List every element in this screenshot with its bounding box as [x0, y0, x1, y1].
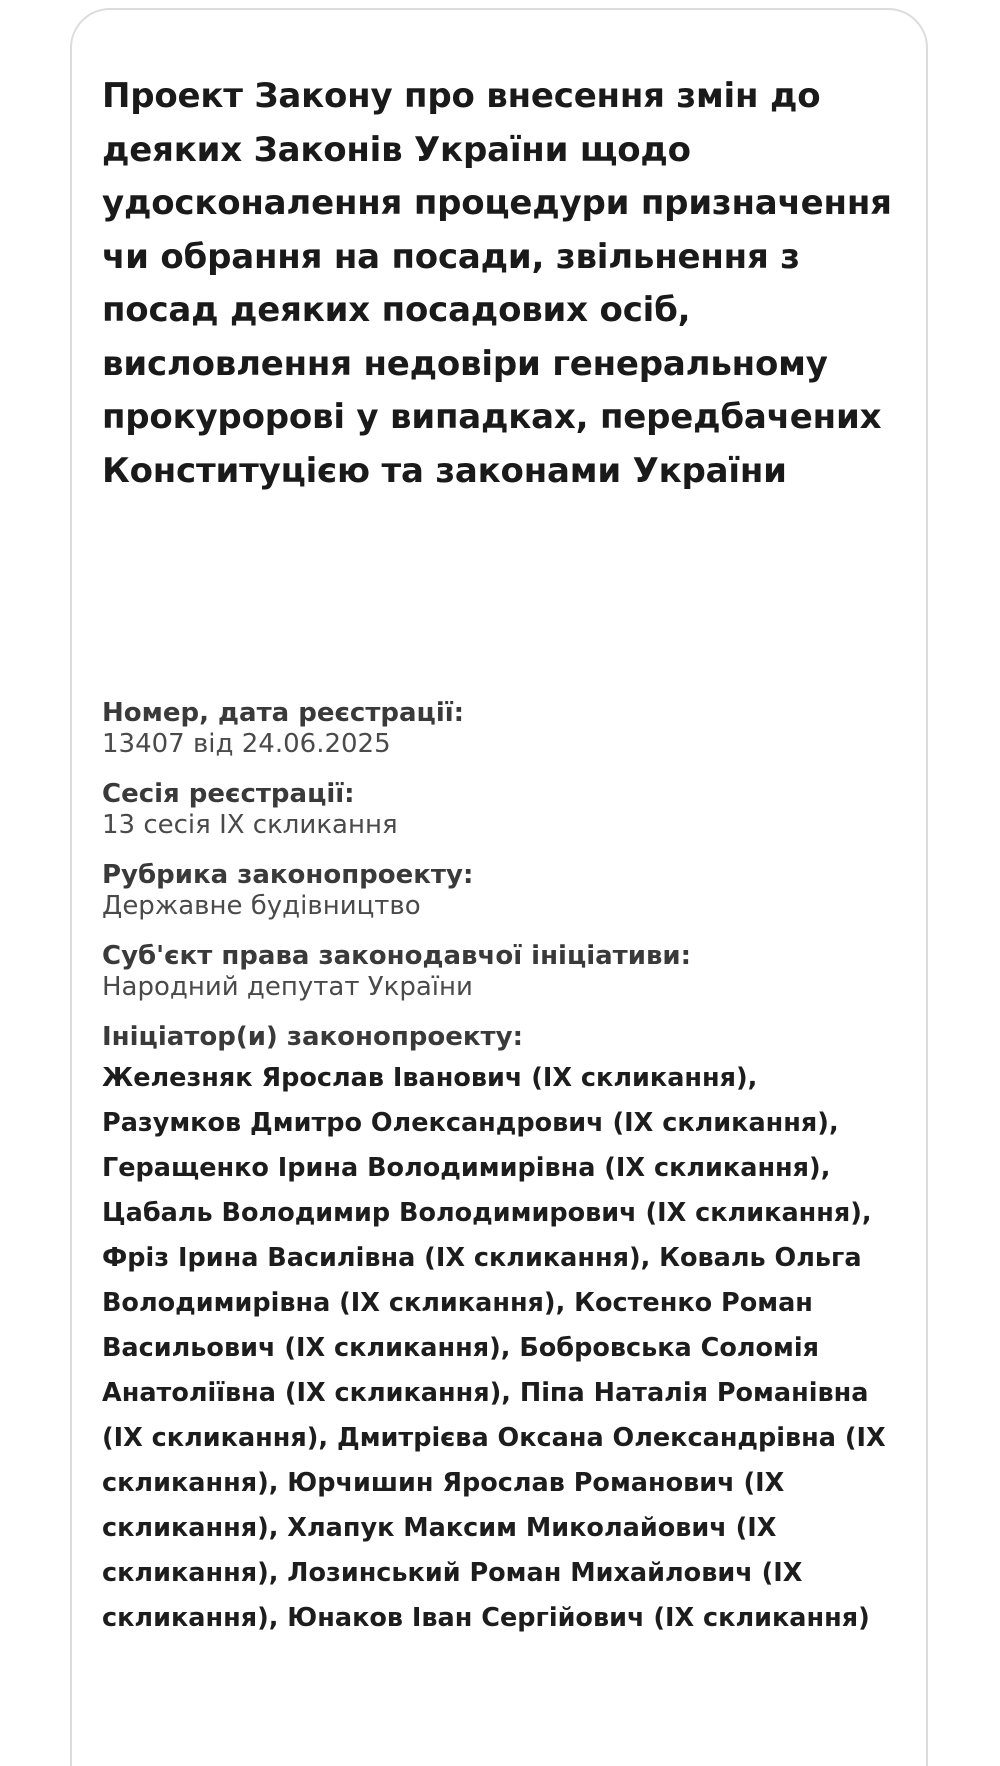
bill-details [102, 698, 912, 1660]
session-value: 13 сесія IX скликання [102, 810, 398, 840]
initiators-label: Ініціатор(и) законопроекту: [102, 1022, 523, 1052]
bill-title: Проект Закону про внесення змін до деяких Законів України щодо удосконалення процедури призначення чи обрання на посади, звільнення з посад деяких посадових осіб, висловлення недовіри генеральному прокуророві у випадках, передбачених Конституцією та законами України [102, 76, 892, 491]
registration-field [102, 698, 912, 760]
initiators-list: Железняк Ярослав Іванович (IX скликання), Разумков Дмитро Олександрович (IX скликання), Геращенко Ірина Володимирівна (IX скликання), Цабаль Володимир Володимирович (IX скликання), Фріз Ірина Василівна (IX скликання), Коваль Ольга Володимирівна (IX скликання), Костенко Роман Васильович (IX скликання), Бобровська Соломія Анатоліївна (IX скликання), Піпа Наталія Романівна (IX скликання), Дмитрієва Оксана Олександрівна (IX скликання), Юрчишин Ярослав Романович (IX скликання), Хлапук Максим Миколайович (IX скликання), Лозинський Роман Михайлович (IX скликання), Юнаков Іван Сергійович (IX скликання) [102, 1063, 886, 1633]
rubric-value: Державне будівництво [102, 891, 421, 921]
session-label: Сесія реєстрації: [102, 779, 355, 809]
subject-label: Суб'єкт права законодавчої ініціативи: [102, 941, 692, 971]
registration-value: 13407 від 24.06.2025 [102, 729, 391, 759]
subject-field [102, 941, 912, 1003]
session-field [102, 779, 912, 841]
subject-value: Народний депутат України [102, 972, 473, 1002]
rubric-label: Рубрика законопроекту: [102, 860, 474, 890]
registration-label: Номер, дата реєстрації: [102, 698, 465, 728]
bill-card [70, 8, 928, 1766]
initiators-field [102, 1022, 912, 1641]
rubric-field [102, 860, 912, 922]
